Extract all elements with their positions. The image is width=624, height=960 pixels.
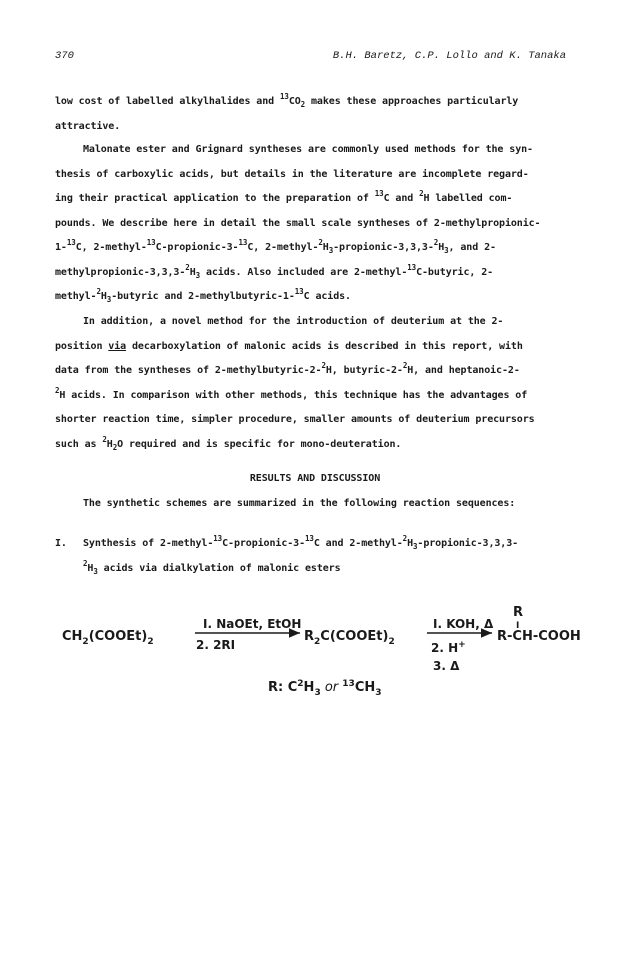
reactant-formula: $CH_2(COOEt)_2$ <box>62 629 154 647</box>
product-substituent-r: R <box>513 605 524 620</box>
text-line: I. Synthesis of 2-methyl-$^{13}$C-propionic-3-$^{13}$C and $2-methyl-^2H_3-propionic-3,3,3-$ <box>55 532 575 557</box>
reagent-step1-line2: 2. 2RI <box>196 638 236 652</box>
product-formula: R-CH-COOH <box>497 629 581 644</box>
text-line: thesis of carboxylic acids, but details in the literature are incomplete regard- <box>55 168 529 180</box>
text-line: pounds. We describe here in detail the small scale syntheses of 2-methylpropionic- <box>55 217 541 229</box>
text-line: methylpropionic-$3,3,3-^2H_3$ acids. Also included are 2-methyl-$^{13}$C-butyric, 2- <box>55 262 494 280</box>
text-line: The synthetic schemes are summarized in the following reaction sequences: <box>83 498 516 509</box>
text-line: $^2$H acids. In comparison with other methods, this technique has the advantages of <box>55 385 528 401</box>
reagent-step1-line1: I. NaOEt, EtOH <box>203 617 302 631</box>
text-line: attractive. <box>55 120 121 132</box>
reagent-step2-line1: I. KOH, Δ <box>433 617 494 631</box>
text-line: methyl-$^2H_3$-butyric and 2-methylbutyric-1-$^{13}$C acids. <box>55 287 351 304</box>
text-line: 1-$^{13}$C, 2-methyl-$^{13}$C-propionic-3-$^{13}$C, $2-methyl-^2H_3-propionic-3,3,3-^2H_3$, and 2- <box>55 238 496 255</box>
section-heading: RESULTS AND DISCUSSION <box>249 473 381 484</box>
reagent-step2-line2: 2. H+ <box>431 640 466 655</box>
text-line: ing their practical application to the preparation of $^{13}$C and $^2$H labelled com- <box>55 189 513 204</box>
text-line: low cost of labelled alkylhalides and $^{13}CO_2$ makes these approaches particularly <box>55 92 519 109</box>
item-number: I. <box>55 538 67 549</box>
text-line: In addition, a novel method for the introduction of deuterium at the 2- <box>83 316 504 327</box>
text-line: Malonate ester and Grignard syntheses are commonly used methods for the syn- <box>83 144 533 155</box>
text-line: such as $^2H_2O$ required and is specific for mono-deuteration. <box>55 434 402 452</box>
reagent-step2-line3: 3. Δ <box>433 659 460 673</box>
product-bond: I <box>516 621 520 631</box>
text-line: data from the syntheses of 2-methylbutyric-2-$^2$H, butyric-2-$^2$H, and heptanoic-2- <box>55 361 520 376</box>
text-line: $^2H_3$ acids via dialkylation of malonic esters <box>83 558 341 576</box>
running-header-authors: B.H. Baretz, C.P. Lollo and K. Tanaka <box>332 50 566 62</box>
text-line: position via decarboxylation of malonic acids is described in this report, with <box>55 340 523 352</box>
text-line: shorter reaction time, simpler procedure, smaller amounts of deuterium precursors <box>55 414 535 425</box>
r-group-definition: R: $C^2H_3$ or $^{13}CH_3$ <box>268 679 382 698</box>
intermediate-formula: $R_2C(COOEt)_2$ <box>304 629 395 647</box>
page-number: 370 <box>55 50 74 62</box>
